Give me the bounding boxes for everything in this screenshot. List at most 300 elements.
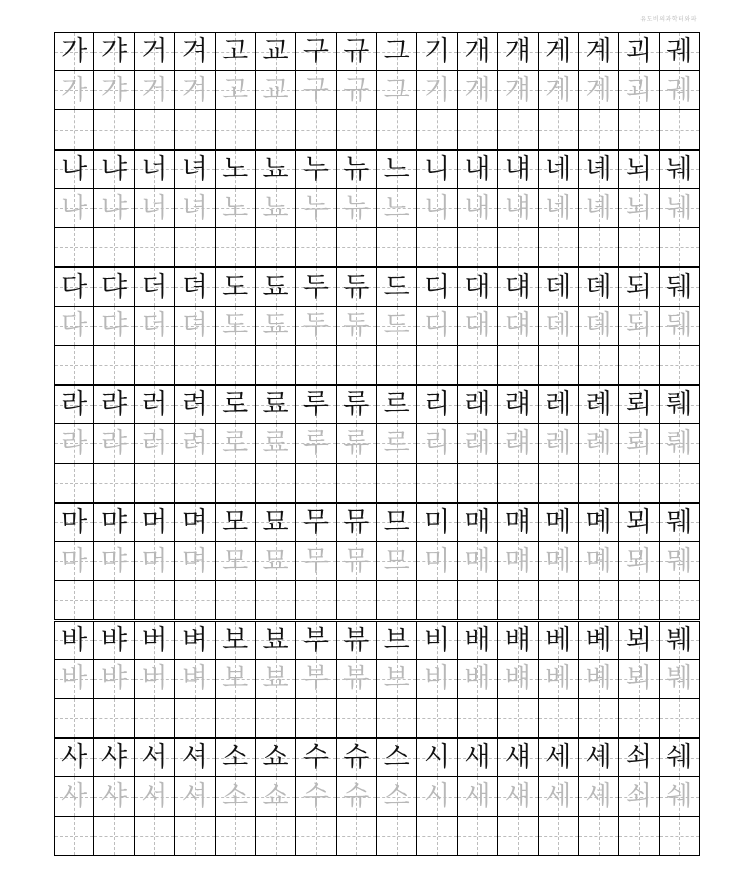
model-syllable: 르 (383, 389, 410, 421)
model-syllable: 섀 (504, 742, 531, 774)
model-syllable: 례 (585, 389, 612, 421)
grid-cell (377, 503, 417, 542)
trace-syllable: 므 (383, 545, 410, 577)
grid-cell (94, 267, 134, 306)
grid-cell (94, 32, 134, 71)
grid-cell (256, 267, 296, 306)
grid-cell (216, 424, 256, 463)
grid-cell (216, 621, 256, 660)
trace-row (54, 660, 700, 699)
model-syllable: 슈 (343, 742, 370, 774)
grid-cell (256, 777, 296, 816)
trace-syllable: 머 (141, 545, 168, 577)
grid-cell (337, 777, 377, 816)
model-syllable: 교 (262, 36, 289, 68)
grid-cell (417, 32, 457, 71)
model-syllable: 뒈 (666, 271, 693, 303)
grid-cell (539, 660, 579, 699)
grid-cell (256, 189, 296, 228)
grid-cell (619, 464, 659, 503)
model-syllable: 뎨 (585, 271, 612, 303)
grid-cell (175, 424, 215, 463)
grid-cell (498, 503, 538, 542)
grid-cell (377, 385, 417, 424)
grid-cell (175, 307, 215, 346)
trace-syllable: 류 (343, 427, 370, 459)
grid-cell (619, 189, 659, 228)
grid-cell (296, 267, 336, 306)
trace-syllable: 노 (222, 192, 249, 224)
grid-cell (417, 424, 457, 463)
grid-cell (660, 228, 700, 267)
trace-syllable: 배 (464, 663, 491, 695)
trace-syllable: 레 (545, 427, 572, 459)
grid-cell (498, 385, 538, 424)
grid-cell (660, 699, 700, 738)
model-syllable: 부 (302, 624, 329, 656)
grid-cell (377, 738, 417, 777)
grid-cell (216, 738, 256, 777)
grid-cell (94, 699, 134, 738)
model-syllable: 계 (585, 36, 612, 68)
model-syllable: 모 (222, 506, 249, 538)
grid-cell (256, 307, 296, 346)
grid-cell (660, 32, 700, 71)
grid-cell (377, 307, 417, 346)
grid-cell (256, 424, 296, 463)
grid-cell (337, 817, 377, 856)
model-syllable: 료 (262, 389, 289, 421)
trace-syllable: 스 (383, 781, 410, 813)
grid-cell (337, 581, 377, 620)
grid-cell (498, 621, 538, 660)
model-syllable: 노 (222, 153, 249, 185)
trace-syllable: 샤 (101, 781, 128, 813)
model-syllable: 베 (545, 624, 572, 656)
trace-syllable: 눼 (666, 192, 693, 224)
grid-cell (579, 346, 619, 385)
grid-cell (216, 385, 256, 424)
trace-syllable: 랴 (101, 427, 128, 459)
model-syllable: 마 (61, 506, 88, 538)
trace-syllable: 세 (545, 781, 572, 813)
model-syllable: 수 (302, 742, 329, 774)
grid-cell (417, 817, 457, 856)
grid-cell (135, 464, 175, 503)
model-syllable: 붸 (666, 624, 693, 656)
grid-cell (296, 424, 336, 463)
grid-cell (539, 385, 579, 424)
grid-cell (216, 699, 256, 738)
trace-syllable: 녀 (181, 192, 208, 224)
grid-cell (377, 346, 417, 385)
trace-syllable: 네 (545, 192, 572, 224)
grid-cell (175, 189, 215, 228)
grid-cell (458, 307, 498, 346)
grid-cell (619, 228, 659, 267)
grid-cell (539, 464, 579, 503)
grid-cell (216, 581, 256, 620)
grid-cell (337, 621, 377, 660)
trace-syllable: 댜 (101, 310, 128, 342)
grid-cell (135, 267, 175, 306)
model-syllable: 루 (302, 389, 329, 421)
grid-cell (94, 228, 134, 267)
model-syllable: 듀 (343, 271, 370, 303)
grid-cell (256, 150, 296, 189)
grid-cell (175, 228, 215, 267)
model-syllable: 데 (545, 271, 572, 303)
model-syllable: 가 (61, 36, 88, 68)
trace-syllable: 뇌 (625, 192, 652, 224)
grid-cell (337, 464, 377, 503)
trace-syllable: 루 (302, 427, 329, 459)
grid-cell (458, 385, 498, 424)
trace-syllable: 보 (222, 663, 249, 695)
trace-syllable: 뒈 (666, 310, 693, 342)
grid-cell (377, 71, 417, 110)
grid-cell (94, 817, 134, 856)
trace-syllable: 뎨 (585, 310, 612, 342)
grid-cell (337, 738, 377, 777)
model-syllable: 개 (464, 36, 491, 68)
grid-cell (296, 385, 336, 424)
grid-cell (135, 699, 175, 738)
trace-syllable: 서 (141, 781, 168, 813)
grid-cell (175, 267, 215, 306)
model-syllable: 샤 (101, 742, 128, 774)
trace-syllable: 교 (262, 74, 289, 106)
model-syllable: 러 (141, 389, 168, 421)
grid-cell (417, 385, 457, 424)
grid-cell (337, 110, 377, 149)
grid-cell (256, 581, 296, 620)
blank-practice-row (54, 581, 700, 620)
grid-cell (135, 71, 175, 110)
trace-syllable: 먀 (101, 545, 128, 577)
trace-syllable: 더 (141, 310, 168, 342)
model-syllable: 소 (222, 742, 249, 774)
grid-cell (458, 542, 498, 581)
grid-cell (660, 71, 700, 110)
grid-cell (377, 267, 417, 306)
grid-cell (498, 71, 538, 110)
grid-cell (579, 621, 619, 660)
grid-cell (296, 307, 336, 346)
grid-cell (135, 660, 175, 699)
grid-cell (498, 581, 538, 620)
grid-cell (296, 777, 336, 816)
trace-syllable: 뇨 (262, 192, 289, 224)
grid-cell (94, 150, 134, 189)
model-syllable: 눼 (666, 153, 693, 185)
trace-syllable: 소 (222, 781, 249, 813)
grid-cell (417, 464, 457, 503)
trace-syllable: 디 (424, 310, 451, 342)
model-syllable: 새 (464, 742, 491, 774)
grid-cell (135, 738, 175, 777)
grid-cell (660, 424, 700, 463)
trace-syllable: 모 (222, 545, 249, 577)
syllable-block (54, 503, 700, 621)
grid-cell (660, 385, 700, 424)
grid-cell (539, 699, 579, 738)
model-syllable: 댸 (504, 271, 531, 303)
grid-cell (498, 660, 538, 699)
grid-cell (296, 738, 336, 777)
model-syllable: 댜 (101, 271, 128, 303)
grid-cell (417, 71, 457, 110)
grid-cell (135, 542, 175, 581)
grid-cell (175, 817, 215, 856)
grid-cell (296, 189, 336, 228)
model-syllable: 기 (424, 36, 451, 68)
grid-cell (54, 621, 94, 660)
grid-cell (296, 346, 336, 385)
trace-syllable: 려 (181, 427, 208, 459)
model-syllable: 내 (464, 153, 491, 185)
trace-syllable: 르 (383, 427, 410, 459)
grid-cell (216, 660, 256, 699)
model-syllable: 고 (222, 36, 249, 68)
trace-syllable: 뵤 (262, 663, 289, 695)
grid-cell (337, 267, 377, 306)
model-syllable: 겨 (181, 36, 208, 68)
trace-syllable: 댸 (504, 310, 531, 342)
grid-cell (296, 542, 336, 581)
trace-syllable: 바 (61, 663, 88, 695)
model-syllable: 디 (424, 271, 451, 303)
grid-cell (458, 738, 498, 777)
grid-cell (619, 777, 659, 816)
blank-practice-row (54, 346, 700, 385)
grid-cell (579, 307, 619, 346)
grid-cell (256, 385, 296, 424)
grid-cell (94, 110, 134, 149)
model-syllable: 쉐 (666, 742, 693, 774)
syllable-block (54, 738, 700, 856)
grid-cell (417, 189, 457, 228)
grid-cell (337, 189, 377, 228)
model-syllable: 레 (545, 389, 572, 421)
grid-cell (579, 660, 619, 699)
trace-syllable: 매 (464, 545, 491, 577)
blank-practice-row (54, 110, 700, 149)
grid-cell (175, 503, 215, 542)
grid-cell (94, 346, 134, 385)
model-syllable: 걔 (504, 36, 531, 68)
blank-practice-row (54, 699, 700, 738)
trace-syllable: 되 (625, 310, 652, 342)
model-syllable: 냬 (504, 153, 531, 185)
blank-practice-row (54, 464, 700, 503)
grid-cell (54, 385, 94, 424)
grid-cell (660, 110, 700, 149)
grid-cell (175, 150, 215, 189)
model-syllable: 느 (383, 153, 410, 185)
grid-cell (458, 32, 498, 71)
trace-syllable: 대 (464, 310, 491, 342)
grid-cell (216, 542, 256, 581)
grid-cell (458, 777, 498, 816)
grid-cell (660, 307, 700, 346)
trace-row (54, 777, 700, 816)
trace-syllable: 로 (222, 427, 249, 459)
trace-syllable: 셰 (585, 781, 612, 813)
model-syllable: 궤 (666, 36, 693, 68)
grid-cell (216, 32, 256, 71)
grid-cell (498, 32, 538, 71)
model-syllable: 버 (141, 624, 168, 656)
grid-cell (216, 817, 256, 856)
grid-cell (256, 660, 296, 699)
model-syllable: 거 (141, 36, 168, 68)
grid-cell (94, 464, 134, 503)
grid-cell (579, 189, 619, 228)
trace-syllable: 고 (222, 74, 249, 106)
trace-syllable: 너 (141, 192, 168, 224)
grid-cell (619, 542, 659, 581)
grid-cell (175, 699, 215, 738)
trace-row (54, 71, 700, 110)
model-syllable: 쇠 (625, 742, 652, 774)
grid-cell (579, 542, 619, 581)
trace-syllable: 사 (61, 781, 88, 813)
model-syllable: 셰 (585, 742, 612, 774)
grid-cell (579, 777, 619, 816)
grid-cell (539, 503, 579, 542)
trace-syllable: 시 (424, 781, 451, 813)
grid-cell (377, 228, 417, 267)
trace-syllable: 뷰 (343, 663, 370, 695)
grid-cell (337, 307, 377, 346)
trace-syllable: 녜 (585, 192, 612, 224)
model-syllable: 드 (383, 271, 410, 303)
grid-cell (579, 581, 619, 620)
trace-syllable: 개 (464, 74, 491, 106)
trace-syllable: 내 (464, 192, 491, 224)
model-syllable: 네 (545, 153, 572, 185)
grid-cell (579, 385, 619, 424)
grid-cell (660, 346, 700, 385)
trace-syllable: 뉴 (343, 192, 370, 224)
model-syllable: 세 (545, 742, 572, 774)
model-syllable: 라 (61, 389, 88, 421)
grid-cell (377, 189, 417, 228)
grid-cell (458, 581, 498, 620)
trace-row (54, 189, 700, 228)
model-syllable: 먀 (101, 506, 128, 538)
grid-cell (54, 71, 94, 110)
model-syllable: 되 (625, 271, 652, 303)
grid-cell (54, 464, 94, 503)
grid-cell (94, 385, 134, 424)
model-syllable: 미 (424, 506, 451, 538)
trace-syllable: 버 (141, 663, 168, 695)
model-row (54, 150, 700, 189)
model-syllable: 쇼 (262, 742, 289, 774)
grid-cell (94, 542, 134, 581)
grid-cell (54, 228, 94, 267)
grid-cell (135, 581, 175, 620)
grid-cell (619, 621, 659, 660)
grid-cell (175, 110, 215, 149)
model-syllable: 뉴 (343, 153, 370, 185)
model-syllable: 매 (464, 506, 491, 538)
grid-cell (256, 738, 296, 777)
grid-cell (539, 738, 579, 777)
grid-cell (94, 189, 134, 228)
grid-cell (579, 424, 619, 463)
model-syllable: 그 (383, 36, 410, 68)
grid-cell (660, 660, 700, 699)
model-syllable: 브 (383, 624, 410, 656)
grid-cell (458, 189, 498, 228)
grid-cell (175, 581, 215, 620)
trace-syllable: 가 (61, 74, 88, 106)
grid-cell (619, 385, 659, 424)
grid-cell (256, 228, 296, 267)
grid-cell (296, 228, 336, 267)
model-row (54, 738, 700, 777)
grid-cell (579, 503, 619, 542)
trace-syllable: 규 (343, 74, 370, 106)
grid-cell (619, 110, 659, 149)
trace-syllable: 듀 (343, 310, 370, 342)
trace-syllable: 뫼 (625, 545, 652, 577)
trace-syllable: 비 (424, 663, 451, 695)
grid-cell (256, 71, 296, 110)
model-row (54, 267, 700, 306)
grid-cell (54, 699, 94, 738)
trace-syllable: 드 (383, 310, 410, 342)
model-syllable: 바 (61, 624, 88, 656)
grid-cell (498, 267, 538, 306)
model-syllable: 갸 (101, 36, 128, 68)
trace-syllable: 계 (585, 74, 612, 106)
grid-cell (417, 267, 457, 306)
grid-cell (579, 32, 619, 71)
grid-cell (54, 777, 94, 816)
trace-syllable: 럐 (504, 427, 531, 459)
grid-cell (135, 621, 175, 660)
grid-cell (539, 777, 579, 816)
grid-cell (337, 32, 377, 71)
grid-cell (579, 817, 619, 856)
grid-cell (94, 503, 134, 542)
grid-cell (216, 150, 256, 189)
grid-cell (417, 542, 457, 581)
grid-cell (216, 307, 256, 346)
grid-cell (256, 32, 296, 71)
model-syllable: 며 (181, 506, 208, 538)
trace-syllable: 뵈 (625, 663, 652, 695)
grid-cell (175, 621, 215, 660)
trace-syllable: 느 (383, 192, 410, 224)
model-syllable: 뤠 (666, 389, 693, 421)
grid-cell (216, 110, 256, 149)
grid-cell (175, 346, 215, 385)
grid-cell (135, 777, 175, 816)
model-syllable: 괴 (625, 36, 652, 68)
worksheet-header-title: 유도비의과학터와파 (640, 16, 697, 23)
model-syllable: 머 (141, 506, 168, 538)
trace-syllable: 기 (424, 74, 451, 106)
grid-cell (498, 228, 538, 267)
model-syllable: 랴 (101, 389, 128, 421)
grid-cell (539, 228, 579, 267)
grid-cell (498, 699, 538, 738)
